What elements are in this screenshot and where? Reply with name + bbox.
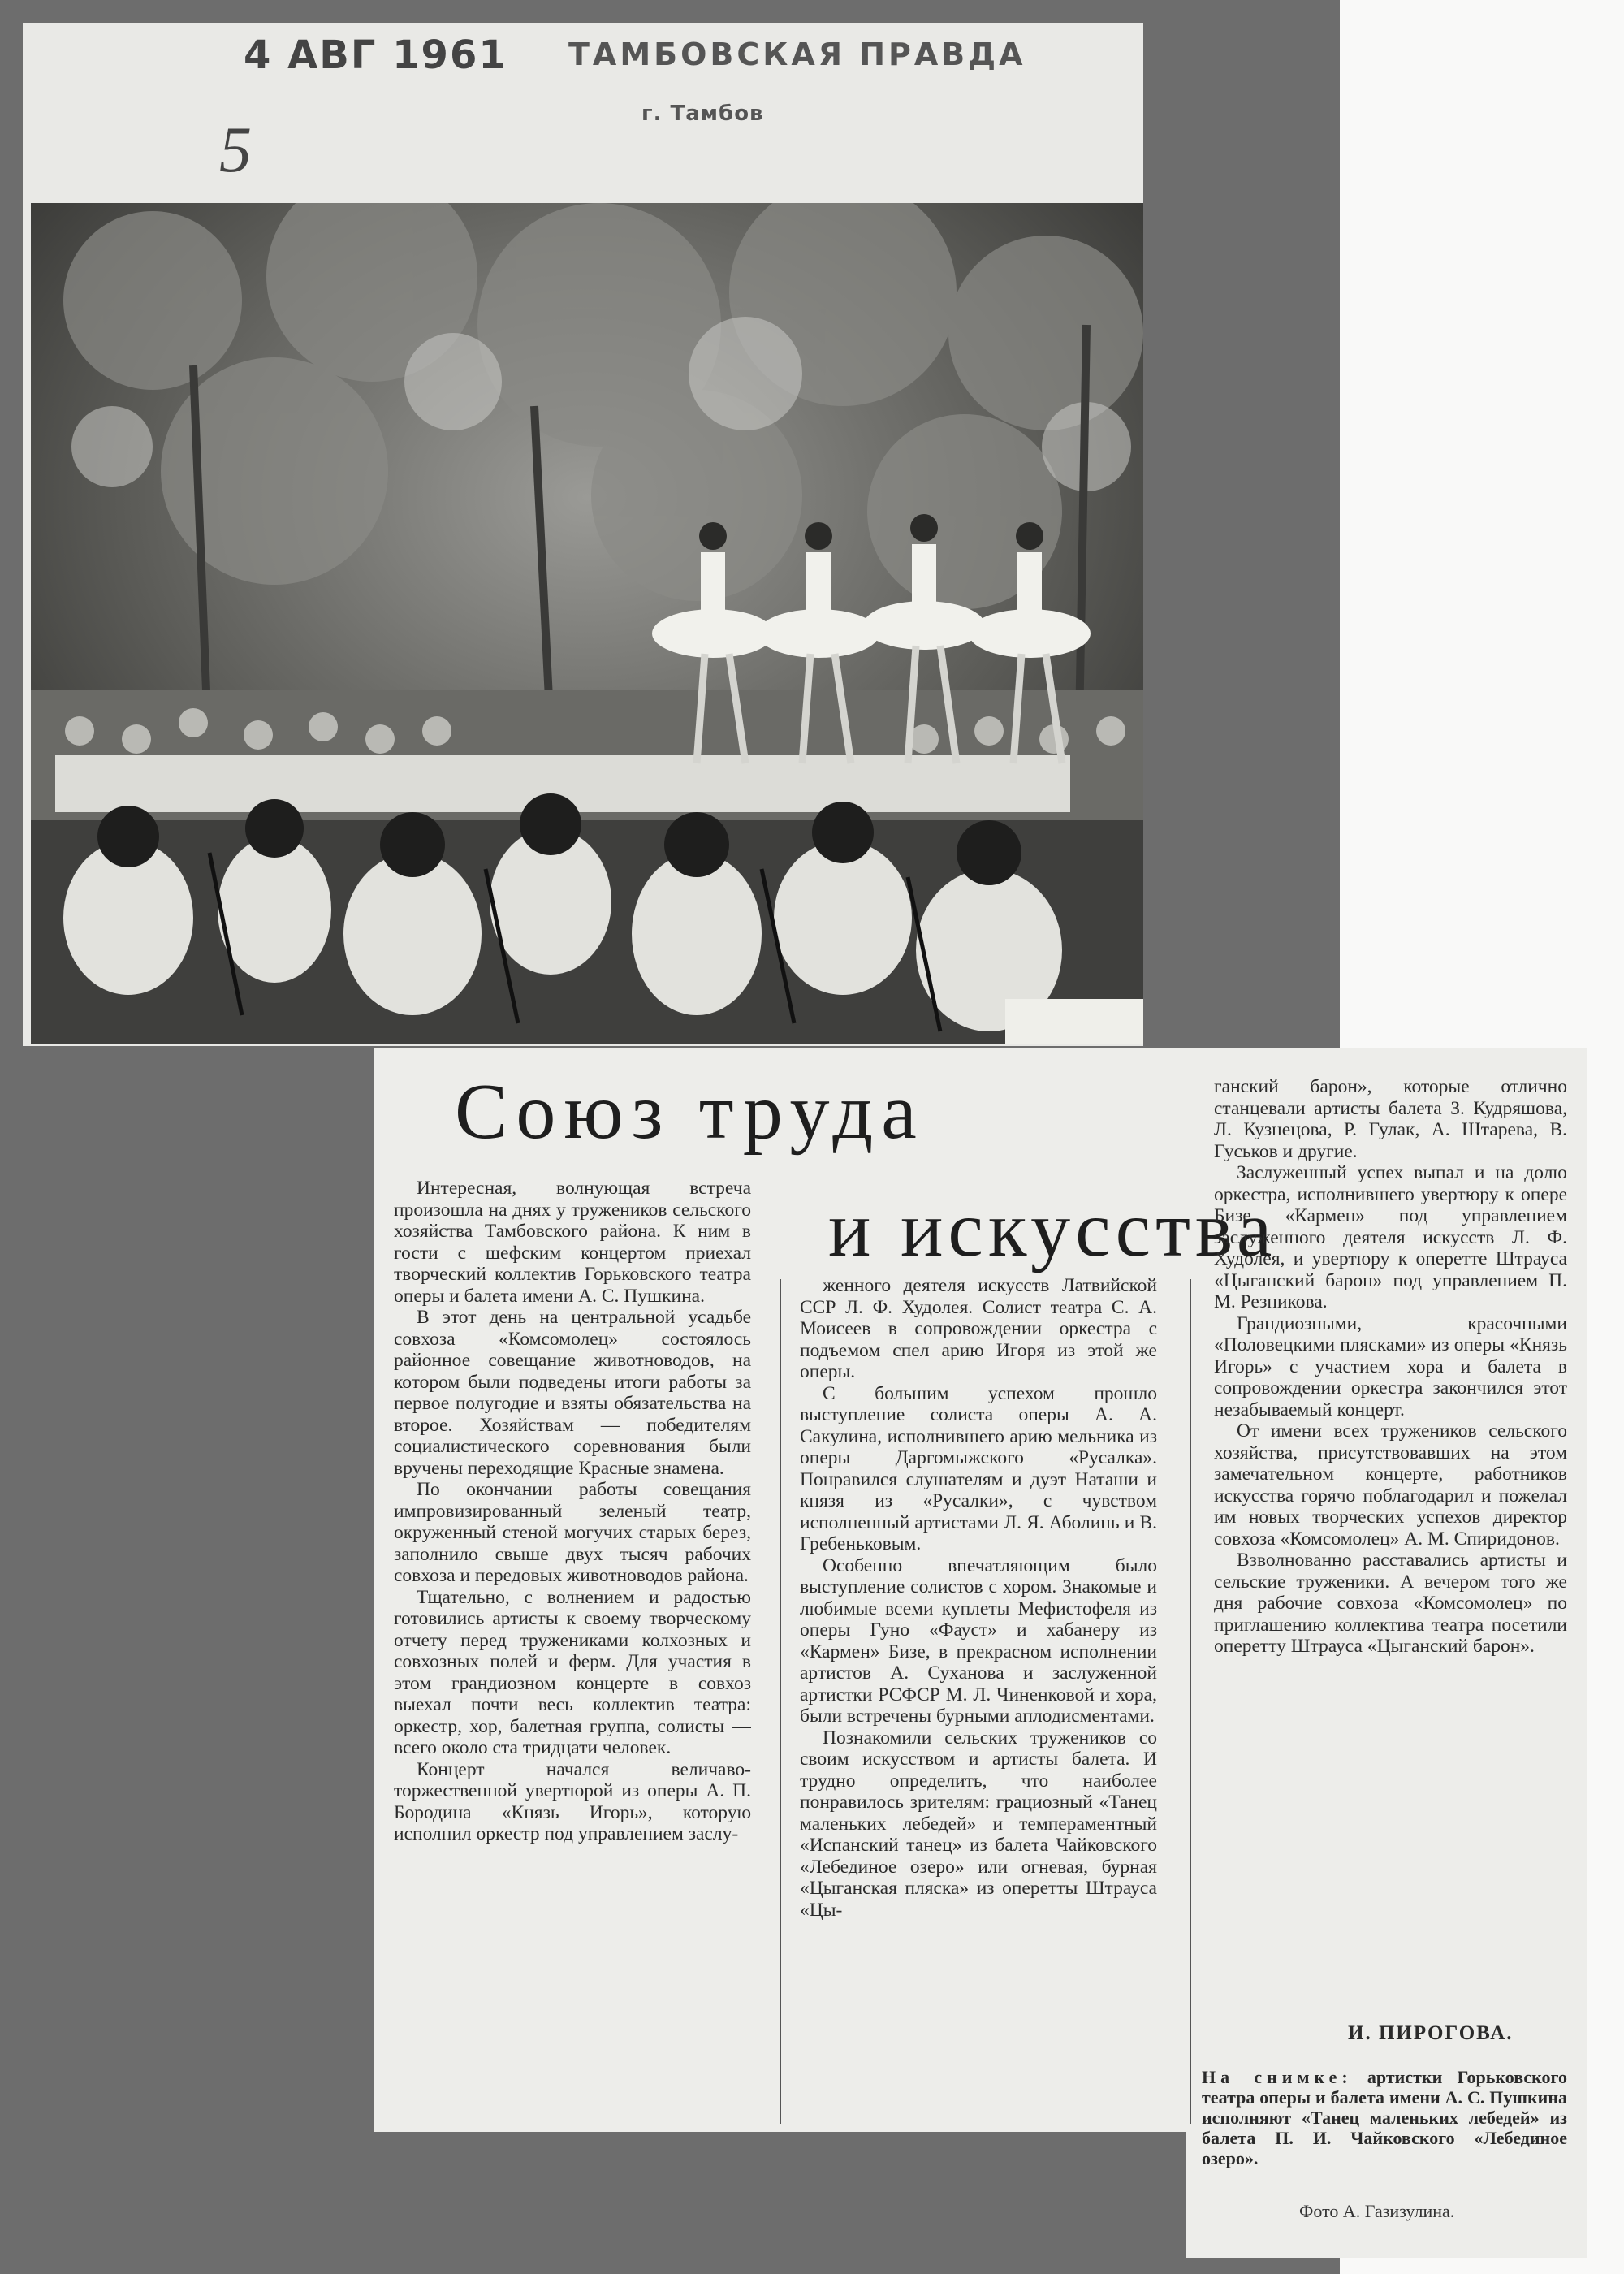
article-column-3 (1214, 1076, 1567, 1961)
date-stamp: 4 АВГ 1961 (244, 32, 508, 78)
photo-ballet-concert-icon (31, 203, 1143, 1044)
article-column-2 (800, 1275, 1157, 2177)
paragraph: ганский барон», которые отлично станцевали артисты балета З. Кудряшова, Л. Кузнецова, Р. Гулак, А. Штарева, В. Гуськов и другие. (1214, 1076, 1567, 1162)
paragraph: В этот день на центральной усадьбе совхоза «Комсомолец» состоялось районное совещание животноводов, на котором были подведены итоги работы за первое полугодие и взяты обязательства на второе. Хозяйствам — победителям социалистического соревнования были вручены переходящие Красные знамена. (394, 1307, 751, 1479)
paragraph: Познакомили сельских тружеников со своим искусством и артисты балета. И трудно определить, что наиболее понравилось зрителям: грациозный «Танец маленьких лебедей» и темпераментный «Испанский танец» из балета Чайковского «Лебединое озеро» или огневая, бурная «Цыганская пляска» из оперетты Штрауса «Цы- (800, 1727, 1157, 1921)
paragraph: Грандиозными, красочными «Половецкими плясками» из оперы «Князь Игорь» с участием хора и балета в сопровождении оркестра закончился этот незабываемый концерт. (1214, 1312, 1567, 1420)
paragraph: женного деятеля искусств Латвийской ССР Л. Ф. Худолея. Солист театра С. А. Моисеев в сопровождении оркестра с подъемом спел арию Игоря из этой же оперы. (800, 1275, 1157, 1382)
paragraph: С большим успехом прошло выступление солиста оперы А. А. Сакулина, исполнившего арию мельника из оперы Даргомыжского «Русалка». Понравился слушателям и дуэт Наташи и князя из «Русалки», с чувством исполненный артистами Л. Я. Аболинь и В. Гребеньковым. (800, 1382, 1157, 1554)
paragraph: Концерт начался величаво-торжественной увертюрой из оперы А. П. Бородина «Князь Игорь», которую исполнил оркестр под управлением заслу- (394, 1758, 751, 1844)
paragraph: Заслуженный успех выпал и на долю оркестра, исполнившего увертюру к опере Бизе «Кармен» под управлением заслуженного деятеля искусств Л. Ф. Худолея, и увертюру к оперетте Штрауса «Цыганский барон» под управлением П. М. Резникова. (1214, 1162, 1567, 1312)
handwritten-number: 5 (219, 115, 252, 186)
paragraph: Взволнованно расставались артисты и сельские труженики. А вечером того же дня рабочие совхоза «Комсомолец» по приглашению коллектива театра посетили оперетту Штрауса «Цыганский барон». (1214, 1550, 1567, 1657)
caption-lead: На снимке: (1202, 2067, 1353, 2087)
paragraph: Тщательно, с волнением и радостью готовились артисты к своему творческому отчету перед тружениками колхозных и совхозных полей и ферм. Для участия в этом грандиозном концерте в совхоз выехал почти весь коллектив театра: оркестр, хор, балетная группа, солисты — всего около ста тридцати человек. (394, 1586, 751, 1758)
photo-caption (1202, 2067, 1567, 2168)
column-divider (1190, 1279, 1191, 2124)
paragraph: Особенно впечатляющим было выступление солистов с хором. Знакомые и любимые всеми куплеты Мефистофеля из оперы Гуно «Фауст» и хабанеру из «Кармен» Бизе, в прекрасном исполнении артистов А. Суханова и заслуженной артистки РСФСР М. Л. Чиненковой и хора, были встречены бурными аплодисментами. (800, 1554, 1157, 1727)
newspaper-stamp: ТАМБОВСКАЯ ПРАВДА (568, 37, 1026, 72)
photo-credit: Фото А. Газизулина. (1299, 2201, 1455, 2221)
column-divider (780, 1279, 781, 2124)
city-stamp: г. Тамбов (641, 102, 764, 126)
caption-body: артистки Горьковского театра оперы и балета имени А. С. Пушкина исполняют «Танец маленьких лебедей» из балета П. И. Чайковского «Лебединое озеро». (1202, 2067, 1567, 2168)
article-headline-line2: и искусства (828, 1186, 1277, 1273)
article-headline-line1: Союз труда (455, 1068, 925, 1156)
author-signature: И. ПИРОГОВА. (1348, 2022, 1514, 2044)
paragraph: Интересная, волнующая встреча произошла на днях у тружеников сельского хозяйства Тамбовского района. К ним в гости с шефским концертом приехал творческий коллектив Горьковского театра оперы и балета имени А. С. Пушкина. (394, 1178, 751, 1307)
paragraph: По окончании работы совещания импровизированный зеленый театр, окруженный стеной могучих старых берез, заполнило свыше двух тысяч рабочих совхоза и передовых животноводов района. (394, 1479, 751, 1586)
article-column-1 (394, 1178, 751, 2095)
paragraph: От имени всех тружеников сельского хозяйства, присутствовавших на этом замечательном концерте, работников искусства горячо поблагодарил и пожелал им новых творческих успехов директор совхоза «Комсомолец» А. М. Спиридонов. (1214, 1420, 1567, 1550)
